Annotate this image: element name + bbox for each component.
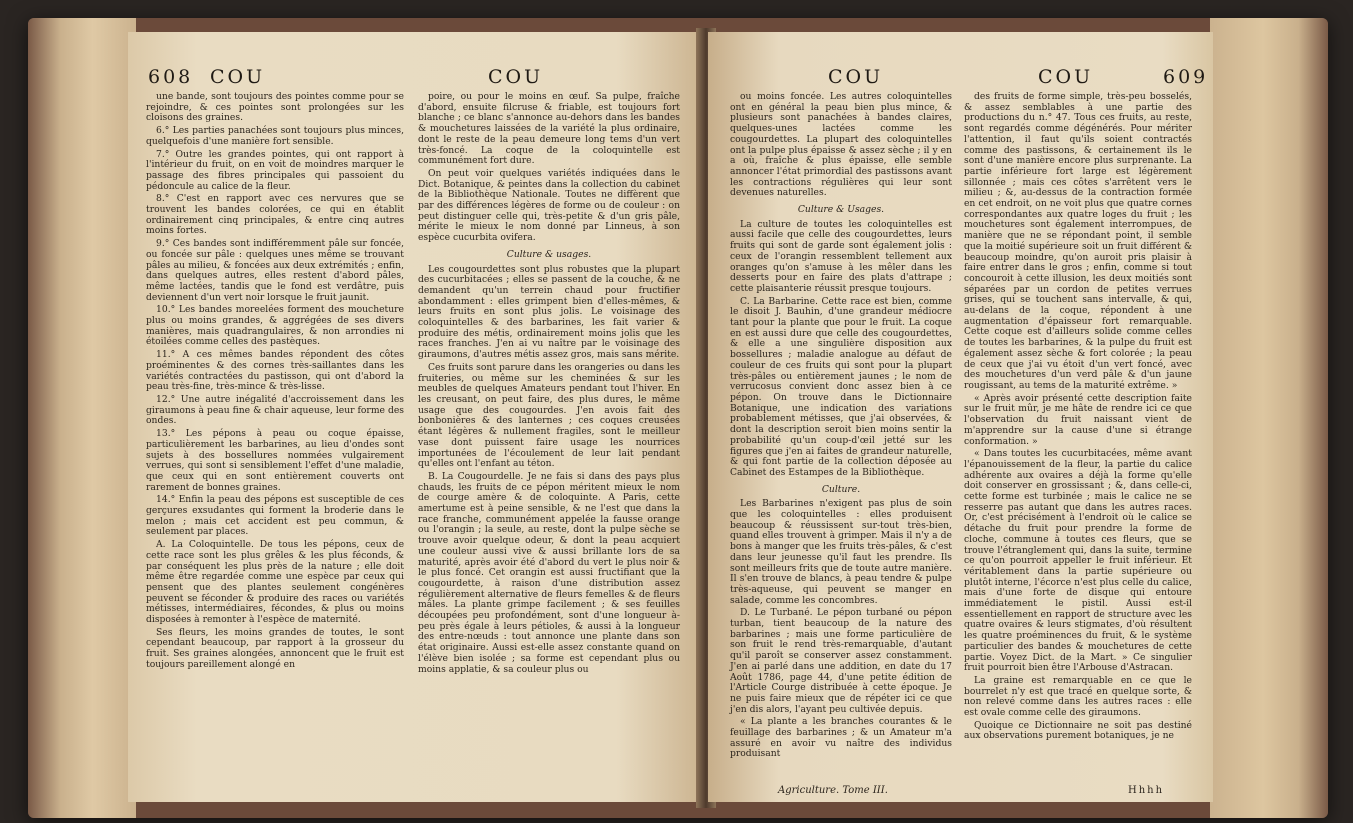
paragraph: une bande, sont toujours des pointes comme pour se rejoindre, & ces pointes sont prolongées sur les cloisons des graines. xyxy=(146,91,404,124)
footer-title: Agriculture. Tome III. xyxy=(778,785,888,796)
paragraph: 9.° Ces bandes sont indifféremment pâle sur foncée, ou foncée sur pâle : quelques unes même se trouvant pâles au milieu, & foncées aux deux extrémités ; enfin, dans quelques autres, elles restent d'abord pâles, même lactées, tandis que le fond est verdâtre, puis deviennent d'un vert noir lorsque le fruit jaunit. xyxy=(146,238,404,303)
section-heading: Culture. xyxy=(821,483,861,495)
paragraph: 6.° Les parties panachées sont toujours plus minces, quelquefois d'une manière fort sensible. xyxy=(146,125,404,147)
signature-mark: Hhhh xyxy=(1128,785,1165,796)
page-stack-right xyxy=(1210,18,1328,818)
paragraph: « La plante a les branches courantes & le feuillage des barbarines ; & un Amateur m'a assuré en avoir vu naître des individus produisant xyxy=(730,716,952,760)
paragraph: 11.° A ces mêmes bandes répondent des côtes proéminentes & des cornes très-saillantes dans les variétés contractées du pastisson, qui ont d'abord la peau très-fine, très-mince & très-lisse. xyxy=(146,349,404,393)
paragraph: poire, ou pour le moins en œuf. Sa pulpe, fraîche d'abord, ensuite filcruse & friable, est toujours fort blanche ; ce blanc s'annonce au-dehors dans les bandes & mouchetures laissées de la variété la plus ordinaire, dont le reste de la peau demeure long tems d'un vert très-foncé. La coque de la coloquintelle est communément fort dure. xyxy=(418,91,680,167)
left-page-number: 608 xyxy=(148,66,194,88)
page-stack-left xyxy=(28,18,136,818)
paragraph: « Après avoir présenté cette description faite sur le fruit mûr, je me hâte de rendre ici ce que l'observation du fruit naissant vient de m'apprendre sur la cause d'une si étrange conformation. » xyxy=(964,392,1192,447)
paragraph: 12.° Une autre inégalité d'accroissement dans les giraumons à peau fine & chair aqueuse, leur forme des ondes. xyxy=(146,393,404,427)
right-column-2 xyxy=(964,92,1192,752)
paragraph: 7.° Outre les grandes pointes, qui ont rapport à l'intérieur du fruit, on en voit de moindres marquer le passage des fibres principales qui passoient du pédoncule au calice de la fleur. xyxy=(146,148,404,192)
paragraph: B. La Cougourdelle. Je ne fais si dans des pays plus chauds, les fruits de ce pépon méritent mieux le nom de courge amère & de coloquinte. A Paris, cette amertume est à peine sensible, & ne l'est que dans la race franche, communément appelée la fausse orange ou l'orangin ; la seule, au reste, dont la pulpe sèche se trouve avoir quelque odeur, & dont la peau acquiert une couleur aussi vive & aussi brillante lors de sa maturité, après avoir été d'abord du vert le plus noir & le plus foncé. Cet orangin est aussi fructifiant que la cougourdette, à raison d'une distribution assez régulièrement alternative de fleurs femelles & de fleurs mâles. La plante grimpe facilement ; & ses feuilles découpées peu profondément, sont d'une longueur à-peu près égale à leurs pétioles, & aussi à la longueur des entre-nœuds : tout annonce une plante dans son état originaire. Aussi est-elle assez constante quand on l'élève bien isolée ; sa forme est cependant plus ou moins applatie, & sa couleur plus ou xyxy=(418,470,680,675)
paragraph: Ces fruits sont parure dans les orangeries ou dans les fruiteries, ou même sur les cheminées & sur les meubles de quelques Amateurs pendant tout l'hiver. En les creusant, on peut faire, des plus dures, le même usage que des cougourdes. J'en avois fait des bonbonières & des lanternes ; ces coques creusées étant légères & nullement fragiles, sont le meilleur vase dont puissent faire usage les nourrices importunées de l'écoulement de leur lait pendant qu'elles ont l'enfant au téton. xyxy=(418,361,680,470)
section-heading: Culture & usages. xyxy=(506,248,592,260)
paragraph: Les Barbarines n'exigent pas plus de soin que les coloquintelles : elles produisent beaucoup & réussissent sur-tout très-bien, quand elles trouvent à grimper. Mais il n'y a de bons à manger que les fruits très-pâles, & c'est dans leur jeunesse qu'il faut les prendre. Ils sont meilleurs frits que de toute autre manière. Il s'en trouve de blancs, à peau tendre & pulpe très-aqueuse, qui peuvent se manger en salade, comme les concombres. xyxy=(730,498,952,606)
paragraph: La graine est remarquable en ce que le bourrelet n'y est que tracé en quelque sorte, & non relevé comme dans les autres races : elle est ovale comme celle des giraumons. xyxy=(964,674,1192,719)
paragraph: D. Le Turbané. Le pépon turbané ou pépon turban, tient beaucoup de la nature des barbarines ; mais une forme particulière de son fruit le rend très-remarquable, d'autant qu'il paroît se conserver assez constamment. J'en ai parlé dans une addition, en date du 17 Août 1786, page 44, d'une petite édition de l'Article Courge distribuée à cette époque. Je ne puis faire mieux que de répéter ici ce que j'en dis alors, l'ayant peu cultivée depuis. xyxy=(730,607,952,715)
left-running-head-1: COU xyxy=(210,66,266,88)
paragraph: C. La Barbarine. Cette race est bien, comme le disoit J. Bauhin, d'une grandeur médiocre tant pour la plante que pour le fruit. La coque en est aussi dure que celle des cougourdettes, & elle a une singulière disposition aux bossellures ; maladie analogue au défaut de couleur de ces fruits qui sont pour la plupart très-pâles ou entièrement jaunes ; le nom de verrucosus convient donc assez bien à ce pépon. On trouve dans le Dictionnaire Botanique, une indication des variations probablement métisses, que j'ai observées, & dont la description seroit bien moins sentir la probabilité qu'un coup-d'œil jetté sur les figures que j'en ai faites de grandeur naturelle, & qui font partie de la collection déposée au Cabinet des Estampes de la Bibliothèque. xyxy=(730,295,952,478)
right-running-head-2: COU xyxy=(1038,66,1094,88)
paragraph: « Dans toutes les cucurbitacées, même avant l'épanouissement de la fleur, la partie du calice adhérente aux ovaires a déjà la forme qu'elle doit conserver en grossissant ; &, dans celle-ci, cette forme est turbinée ; mais le calice ne se resserre pas autant que dans les autres races. Or, c'est précisément à l'endroit où le calice se détache du fruit pour prendre la forme de cloche, commune à toutes ces fleurs, que se trouve l'étranglement qui, dans la suite, termine ce qu'on pourroit appeller le fruit inférieur. Et véritablement dans la partie supérieure ou plutôt interne, l'écorce n'est plus celle du calice, mais d'une forte de disque qui entoure immédiatement le pistil. Aussi est-il essentiellement en rapport de structure avec les quatre ovaires & leurs stigmates, d'où résultent les quatre proéminences du fruit, & le système particulier des bandes & mouchetures de cette partie. Voyez Dict. de la Mart. » Ce singulier fruit pourroit bien être l'Arbouse d'Astracan. xyxy=(964,448,1192,674)
left-page xyxy=(128,32,703,802)
left-column-1 xyxy=(146,92,404,782)
paragraph: Les cougourdettes sont plus robustes que la plupart des cucurbitacées ; elles se passent de la couche, & ne demandent qu'un terrein chaud pour fructifier abondamment : elles grimpent bien d'elles-mêmes, & leurs fruits en sont plus jolis. Le voisinage des coloquintelles & des barbarines, les fait varier & produire des métis, ordinairement moins jolis que les races franches. J'en ai vu naître par le voisinage des giraumons, d'autres métis assez gros, mais sans mérite. xyxy=(418,263,680,361)
left-running-head-2: COU xyxy=(488,66,544,88)
left-column-2 xyxy=(418,92,680,782)
right-page-number: 609 xyxy=(1163,66,1209,88)
paragraph: 13.° Les pépons à peau ou coque épaisse, particulièrement les barbarines, au lieu d'ondes sont sujets à des bossellures nommées vulgairement verrues, qui sont si sensiblement l'effet d'une maladie, que ceux qui en sont entièrement couverts ont rarement de bonnes graines. xyxy=(146,428,404,493)
right-page xyxy=(708,32,1213,802)
right-column-1 xyxy=(730,91,952,760)
paragraph: 10.° Les bandes moreelées forment des moucheture plus ou moins grandes, & aggrégées de ses divers manières, mais quadrangulaires, & non arrondies ni étoilées comme celles des pastèques. xyxy=(146,304,404,348)
open-book xyxy=(28,18,1328,818)
section-heading: Culture & Usages. xyxy=(797,204,885,216)
paragraph: Ses fleurs, les moins grandes de toutes, le sont cependant beaucoup, par rapport à la grosseur du fruit. Ses graines alongées, annoncent que le fruit est toujours pareillement alongé en xyxy=(146,626,404,670)
paragraph: On peut voir quelques variétés indiquées dans le Dict. Botanique, & peintes dans la collection du cabinet de la Bibliothèque Nationale. Toutes ne diffèrent que par des différences légères de forme ou de couleur : on peut distinguer celle qui, très-petite & d'un gris pâle, mérite le mieux le nom donné par Linneus, à son espèce cucurbita ovifera. xyxy=(418,167,680,244)
paragraph: 14.° Enfin la peau des pépons est susceptible de ces gerçures exsudantes qui forment la broderie dans le melon ; mais cet accident est peu commun, & seulement par places. xyxy=(146,494,404,538)
paragraph: 8.° C'est en rapport avec ces nervures que se trouvent les bandes colorées, ce qui en établit ordinairement cinq principales, & entre cinq autres moins fortes. xyxy=(146,193,404,237)
paragraph: La culture de toutes les coloquintelles est aussi facile que celle des cougourdettes, leurs fruits qui sont de garde sont également jolis : ceux de l'orangin ressemblent tellement aux oranges qu'on s'amuse à les mêler dans les desserts pour en faire des plats d'attrape ; cette plaisanterie réussit presque toujours. xyxy=(730,218,952,294)
paragraph: des fruits de forme simple, très-peu bosselés, & assez semblables à une partie des productions du n.° 47. Tous ces fruits, au reste, sont regardés comme dégénérés. Pour mériter l'attention, il faut qu'ils soient contractés comme des pastissons, & certainement ils le sont d'une manière encore plus surprenante. La partie inférieure fort large est légèrement sillonnée ; mais ces côtes s'arrêtent vers le milieu ; &, au-dessus de la contraction formée en cet endroit, on ne voit plus que quatre cornes correspondantes aux quatre loges du fruit ; les mouchetures sont également interrompues, de manière que ne se répondant point, il semble que la moitié supérieure soit un fruit différent & beaucoup moindre, qu'on auroit pris plaisir à faire entrer dans le gros ; enfin, comme si tout concouroit à cette illusion, les deux moitiés sont séparées par un cordon de petites verrues grises, qui se touchent sans intervalle, & qui, au-delans de la coque, répondent à une augmentation d'épaisseur fort remarquable. Cette coque est d'ailleurs solide comme celles de toutes les barbarines, & la pulpe du fruit est également assez sèche & fort colorée ; la peau de ceux que j'ai vu étoit d'un vert foncé, avec des mouchetures d'un verd pâle & d'un jaune rougissant, au tems de la maturité extrême. » xyxy=(964,91,1192,391)
paragraph: ou moins foncée. Les autres coloquintelles ont en général la peau bien plus mince, & plusieurs sont panachées à bandes claires, quelques-unes lactées comme les cougourdettes. La plupart des coloquintelles ont la pulpe plus épaisse & assez sèche ; il y en a où, fraîche & plus épaisse, elle semble annoncer l'état primordial des pastissons avant les contractions régulières qui leur sont devenues naturelles. xyxy=(730,91,952,199)
paragraph: A. La Coloquintelle. De tous les pépons, ceux de cette race sont les plus grêles & les plus féconds, & par conséquent les plus près de la nature ; elle doit même être regardée comme une espèce par ceux qui pensent que des plantes seulement congénères peuvent se féconder & produire des races ou variétés métisses, intermédiaires, fécondes, & plus ou moins disposées à remonter à l'espèce de maternité. xyxy=(146,539,404,626)
right-running-head-1: COU xyxy=(828,66,884,88)
paragraph: Quoique ce Dictionnaire ne soit pas destiné aux observations purement botaniques, je ne xyxy=(964,719,1192,742)
